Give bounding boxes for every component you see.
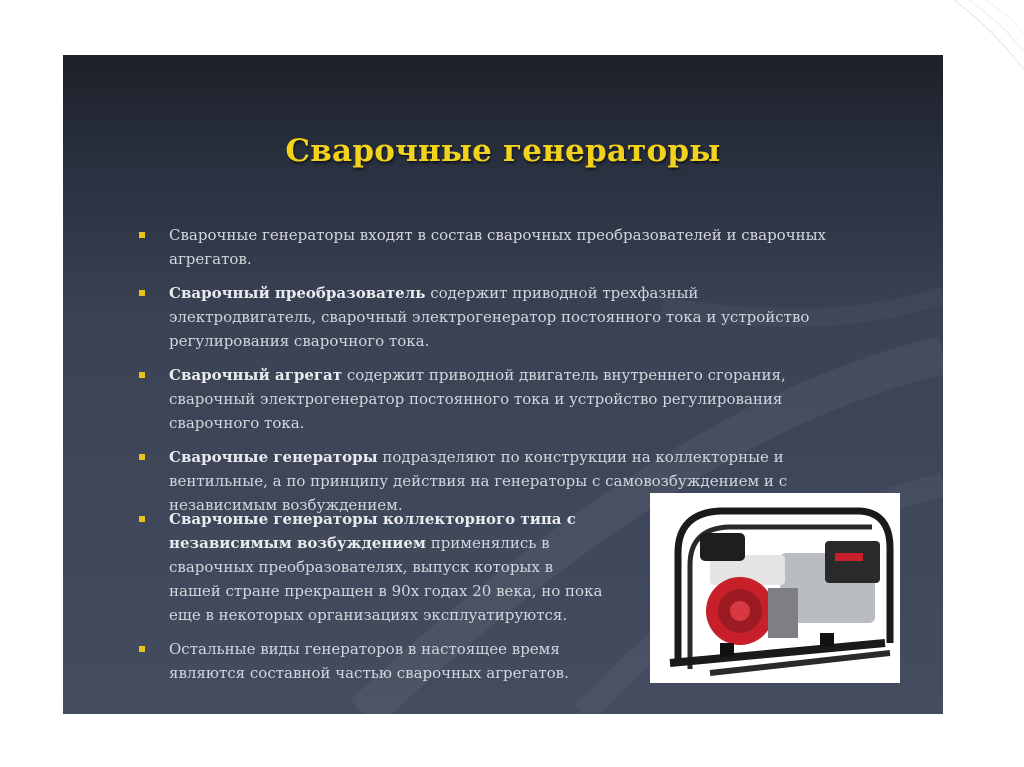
- list-item: [135, 363, 835, 435]
- square-bullet-icon: [139, 290, 145, 296]
- bullet-bold-text: Сварочный преобразователь: [169, 284, 426, 302]
- slide: [63, 55, 943, 714]
- welding-generator-photo: [650, 493, 900, 683]
- square-bullet-icon: [139, 454, 145, 460]
- bullet-list: [135, 223, 835, 527]
- bullet-bold-text: Сварчоные генераторы коллекторного типа с независимым возбуждением: [169, 510, 576, 552]
- list-item: [135, 223, 835, 271]
- bullet-text: Остальные виды генераторов в настоящее время являются составной частью сварочных агрегатов.: [169, 640, 569, 682]
- bullet-bold-text: Сварочный агрегат: [169, 366, 343, 384]
- bullet-text: содержит приводной трехфазный электродвигатель, сварочный электрогенератор постоянного тока и устройство регулирования сварочного тока.: [169, 284, 810, 350]
- bullet-text: применялись в сварочных преобразователях, выпуск которых в нашей стране прекращен в 90х годах 20 века, но пока еще в некоторых организациях эксплуатируются.: [169, 534, 603, 624]
- square-bullet-icon: [139, 516, 145, 522]
- square-bullet-icon: [139, 646, 145, 652]
- bullet-text: подразделяют по конструкции на коллекторные и вентильные, а по принципу действия на генераторы с самовозбуждением и с независимым возбуждением.: [169, 448, 788, 514]
- list-item: [135, 637, 605, 685]
- generator-illustration: [650, 493, 900, 683]
- square-bullet-icon: [139, 232, 145, 238]
- bullet-list-lower: [135, 507, 605, 695]
- page-curl-decoration: [934, 0, 1024, 90]
- bullet-text: Сварочные генераторы входят в состав сварочных преобразователей и сварочных агрегатов.: [169, 226, 827, 268]
- bullet-text: содержит приводной двигатель внутреннего сгорания, сварочный электрогенератор постоянного тока и устройство регулирования сварочного тока.: [169, 366, 786, 432]
- list-item: [135, 507, 605, 627]
- slide-title: Сварочные генераторы: [285, 133, 721, 169]
- square-bullet-icon: [139, 372, 145, 378]
- list-item: [135, 281, 835, 353]
- bullet-bold-text: Сварочные генераторы: [169, 448, 378, 466]
